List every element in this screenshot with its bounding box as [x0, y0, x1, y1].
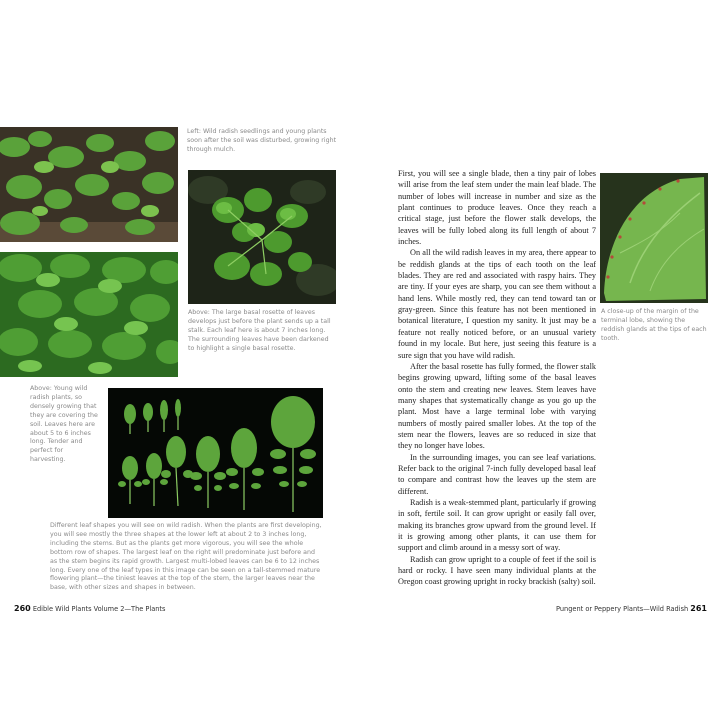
left-running-head: Edible Wild Plants Volume 2—The Plants	[32, 605, 166, 613]
seedlings-caption: Left: Wild radish seedlings and young plants soon after the soil was disturbed, growing right through mulch.	[187, 128, 337, 153]
left-folio	[14, 604, 165, 613]
young-plants-caption: Above: Young wild radish plants, so densely growing that they are covering the soil. Leaves here are about 5 to 6 inches long. Tender and perfect for harvesting.	[30, 385, 98, 464]
body-text	[398, 168, 596, 588]
left-page-number: 260	[14, 604, 31, 613]
body-paragraph: Radish can grow upright to a couple of feet if the soil is hard or rocky. I have seen many individual plants at the Oregon coast growing upright in rocky brackish (salty) soil.	[398, 554, 596, 587]
body-paragraph: Radish is a weak-stemmed plant, particularly if growing in soft, fertile soil. It can grow upright or easily fall over, making its branches grow upward from the ground level. If it is growing among other plants, it can use them for support and climb around in a messy sort of way.	[398, 497, 596, 553]
rosette-caption: Above: The large basal rosette of leaves develops just before the plant sends up a tall stalk. Each leaf here is about 7 inches long. The surrounding leaves have been darkened to highlight a single basal rosette.	[188, 309, 331, 352]
body-paragraph: On all the wild radish leaves in my area, there appear to be reddish glands at the tips of each tooth on the leaf blades. They are red and associated with raspy hairs. They are tiny. If your eyes are sharp, you can see them without a hand lens. While mostly red, they can tend toward tan or gray-green. Since this feature has not been mentioned in botanical literature, I question my sanity. It just may be a feature not really noticed before, or an unusual variety found in my locale. But here, just seeing this feature is a sure sign that you have wild radish.	[398, 248, 596, 360]
leaf-shapes-photo	[108, 388, 323, 518]
right-page-number: 261	[690, 604, 707, 613]
body-paragraph: In the surrounding images, you can see leaf variations. Refer back to the original 7-inch fully developed basal leaf to compare and contrast how the leaves up the stem are different.	[398, 452, 596, 496]
right-folio	[556, 604, 707, 613]
basal-rosette-photo	[188, 170, 336, 304]
body-paragraph: After the basal rosette has fully formed, the flower stalk begins growing upward, lifting some of the basal leaves onto the stem and creating new leaves. Stem leaves have many shapes that systematically change as you go up the plant. Most have a large terminal lobe with varying numbers of mostly paired smaller lobes. At the top of the stem near the flowers, leaves are so reduced in size that they no longer have lobes.	[398, 361, 596, 451]
leaf-shapes-caption: Different leaf shapes you will see on wild radish. When the plants are first developing, you will see mostly the three shapes at the lower left at about 2 to 3 inches long, including the stems. But as the plants get more vigorous, you will see the whole bottom row of shapes. The largest leaf on the right will predominate just before and as the stem begins its rapid growth. Largest multi-lobed leaves can be 6 to 12 inches long. Every one of the leaf types in this image can be seen on a tall-stemmed mature flowering plant—the tiniest leaves at the top of the stem, the larger leaves near the base, with other sizes and shapes in between.	[50, 522, 322, 592]
right-running-head: Pungent or Peppery Plants—Wild Radish	[556, 605, 689, 613]
radish-seedlings-photo	[0, 127, 178, 242]
margin-closeup-caption: A close-up of the margin of the terminal lobe, showing the reddish glands at the tips of each tooth.	[601, 308, 707, 342]
body-paragraph: First, you will see a single blade, then a tiny pair of lobes will arise from the leaf stem under the main leaf blade. The number of lobes will increase in number and size as the plant continues to produce leaves. Once they reach a critical stage, just before the flower stalk develops, the leaves will be fully lobed along its full length of about 7 inches.	[398, 169, 596, 247]
leaf-margin-closeup-photo	[600, 173, 708, 303]
dense-young-plants-photo	[0, 252, 178, 377]
